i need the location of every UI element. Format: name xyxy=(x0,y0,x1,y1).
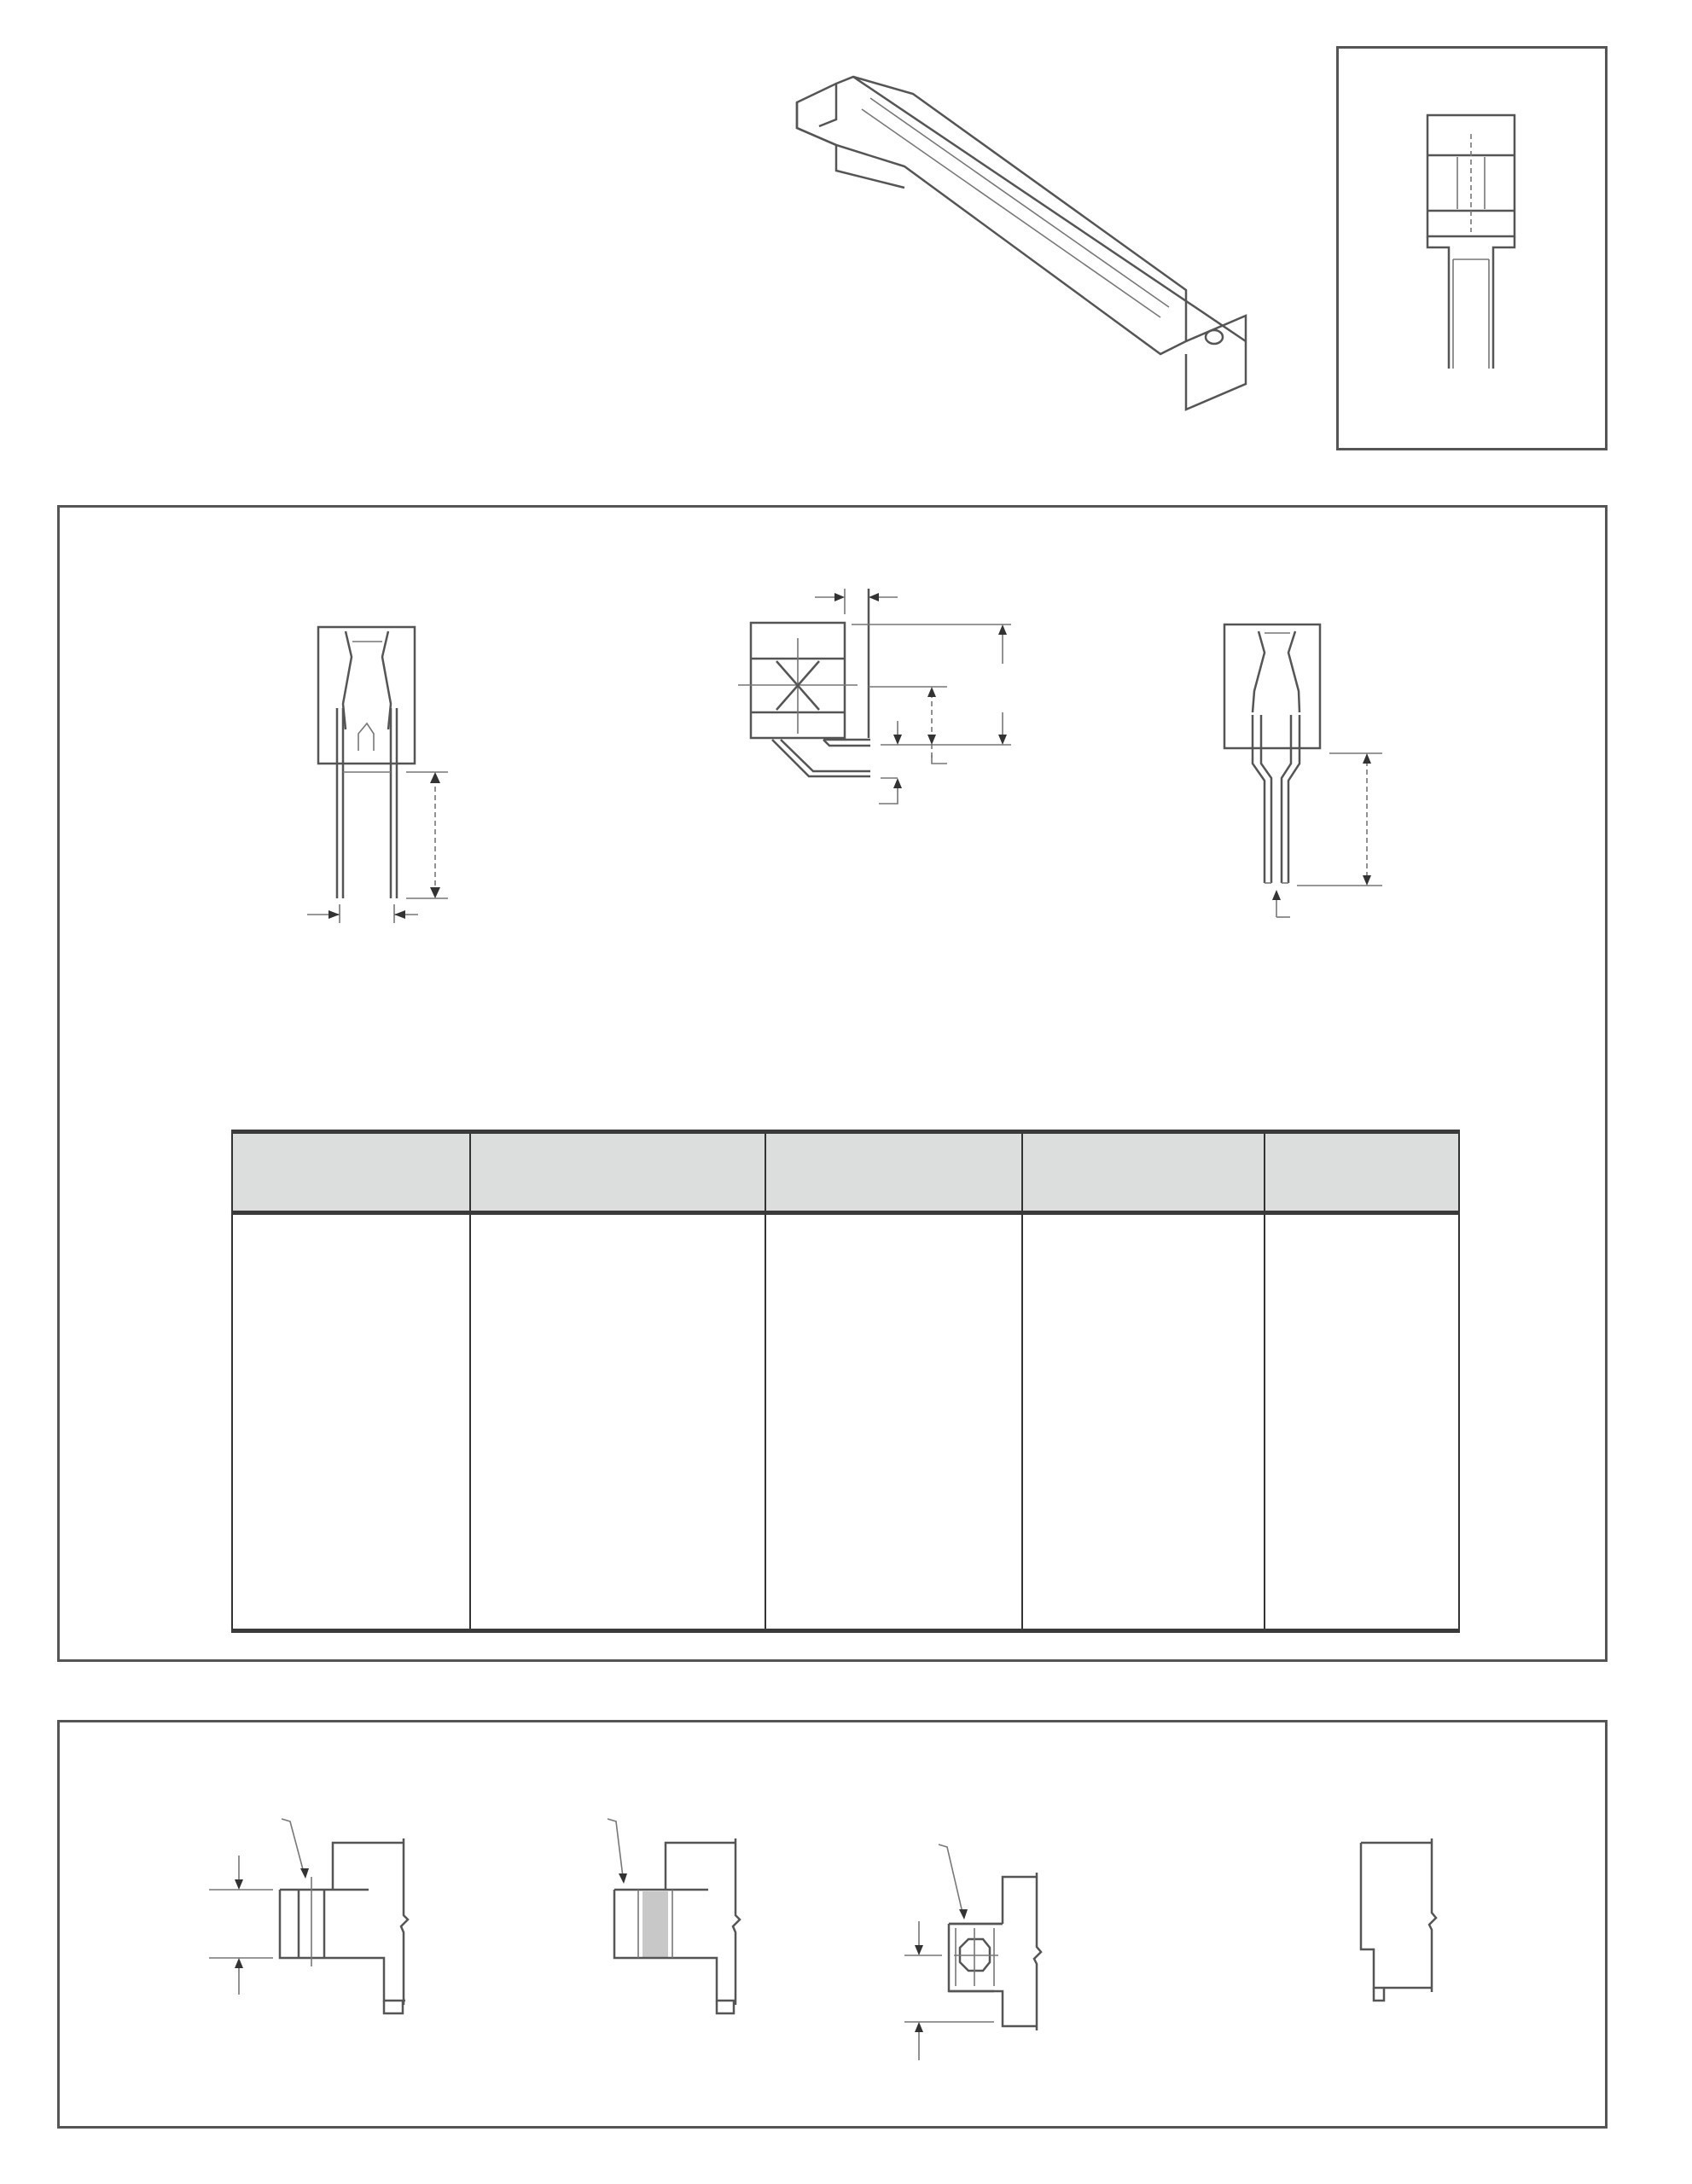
cell-code xyxy=(232,1486,470,1531)
cell-hole-size xyxy=(1022,1305,1265,1350)
cell-hole-size xyxy=(1022,1580,1265,1631)
cell-hole-size xyxy=(1022,1486,1265,1531)
cell-code xyxy=(232,1350,470,1396)
cell-standoff xyxy=(1265,1213,1459,1261)
cell-standoff xyxy=(1265,1396,1459,1441)
cell-post-length xyxy=(765,1396,1022,1441)
dual-readout-contact-icon xyxy=(1425,113,1527,386)
cell-code xyxy=(232,1531,470,1580)
header-hole-size xyxy=(1022,1132,1265,1213)
cell-post-length xyxy=(765,1580,1022,1631)
cell-standoff xyxy=(1265,1531,1459,1580)
cell-hole-size xyxy=(1022,1531,1265,1580)
side-mounting-diagram xyxy=(870,1809,1126,2030)
header-termination xyxy=(232,1132,470,1213)
cell-code xyxy=(232,1396,470,1441)
table-row xyxy=(232,1531,1459,1580)
cell-hole-size xyxy=(1022,1396,1265,1441)
cell-type xyxy=(470,1531,766,1580)
cell-type xyxy=(470,1260,766,1305)
cell-post-length xyxy=(765,1305,1022,1350)
cell-post-length xyxy=(765,1441,1022,1486)
cell-code xyxy=(232,1213,470,1261)
cell-post-length xyxy=(765,1486,1022,1531)
table-row xyxy=(232,1260,1459,1305)
cell-standoff xyxy=(1265,1260,1459,1305)
cell-hole-size xyxy=(1022,1260,1265,1305)
clearance-hole-diagram xyxy=(128,1792,486,2030)
cell-post-length xyxy=(765,1350,1022,1396)
cell-hole-size xyxy=(1022,1213,1265,1261)
cell-type xyxy=(470,1486,766,1531)
termination-table xyxy=(231,1130,1460,1633)
cell-type xyxy=(470,1396,766,1441)
cell-standoff xyxy=(1265,1305,1459,1350)
cell-hole-size xyxy=(1022,1350,1265,1396)
table-row xyxy=(232,1486,1459,1531)
cell-standoff xyxy=(1265,1441,1459,1486)
table-row xyxy=(232,1305,1459,1350)
cell-post-length xyxy=(765,1531,1022,1580)
threaded-insert-diagram xyxy=(512,1792,802,2030)
card-extender-diagram xyxy=(1212,614,1399,921)
cell-type xyxy=(470,1305,766,1350)
table-row xyxy=(232,1213,1459,1261)
table-row xyxy=(232,1350,1459,1396)
cell-post-length xyxy=(765,1260,1022,1305)
table-row xyxy=(232,1580,1459,1631)
table-row xyxy=(232,1396,1459,1441)
cell-code xyxy=(232,1305,470,1350)
cell-hole-size xyxy=(1022,1441,1265,1486)
cell-type xyxy=(470,1213,766,1261)
cell-code xyxy=(232,1260,470,1305)
edge-card-connector-illustration xyxy=(785,60,1314,444)
cell-standoff xyxy=(1265,1580,1459,1631)
cell-type xyxy=(470,1580,766,1631)
table-row xyxy=(232,1441,1459,1486)
cell-type xyxy=(470,1350,766,1396)
right-angle-diagram xyxy=(700,563,1058,845)
header-post-length xyxy=(765,1132,1022,1213)
cell-standoff xyxy=(1265,1350,1459,1396)
cell-code xyxy=(232,1580,470,1631)
cell-standoff xyxy=(1265,1486,1459,1531)
cell-code xyxy=(232,1441,470,1486)
dip-solder-diagram xyxy=(154,614,512,938)
table-header-row xyxy=(232,1132,1459,1213)
header-termination-type xyxy=(470,1132,766,1213)
header-standoff xyxy=(1265,1132,1459,1213)
no-mounting-ears-diagram xyxy=(1348,1834,1451,2005)
cell-type xyxy=(470,1441,766,1486)
cell-post-length xyxy=(765,1213,1022,1261)
